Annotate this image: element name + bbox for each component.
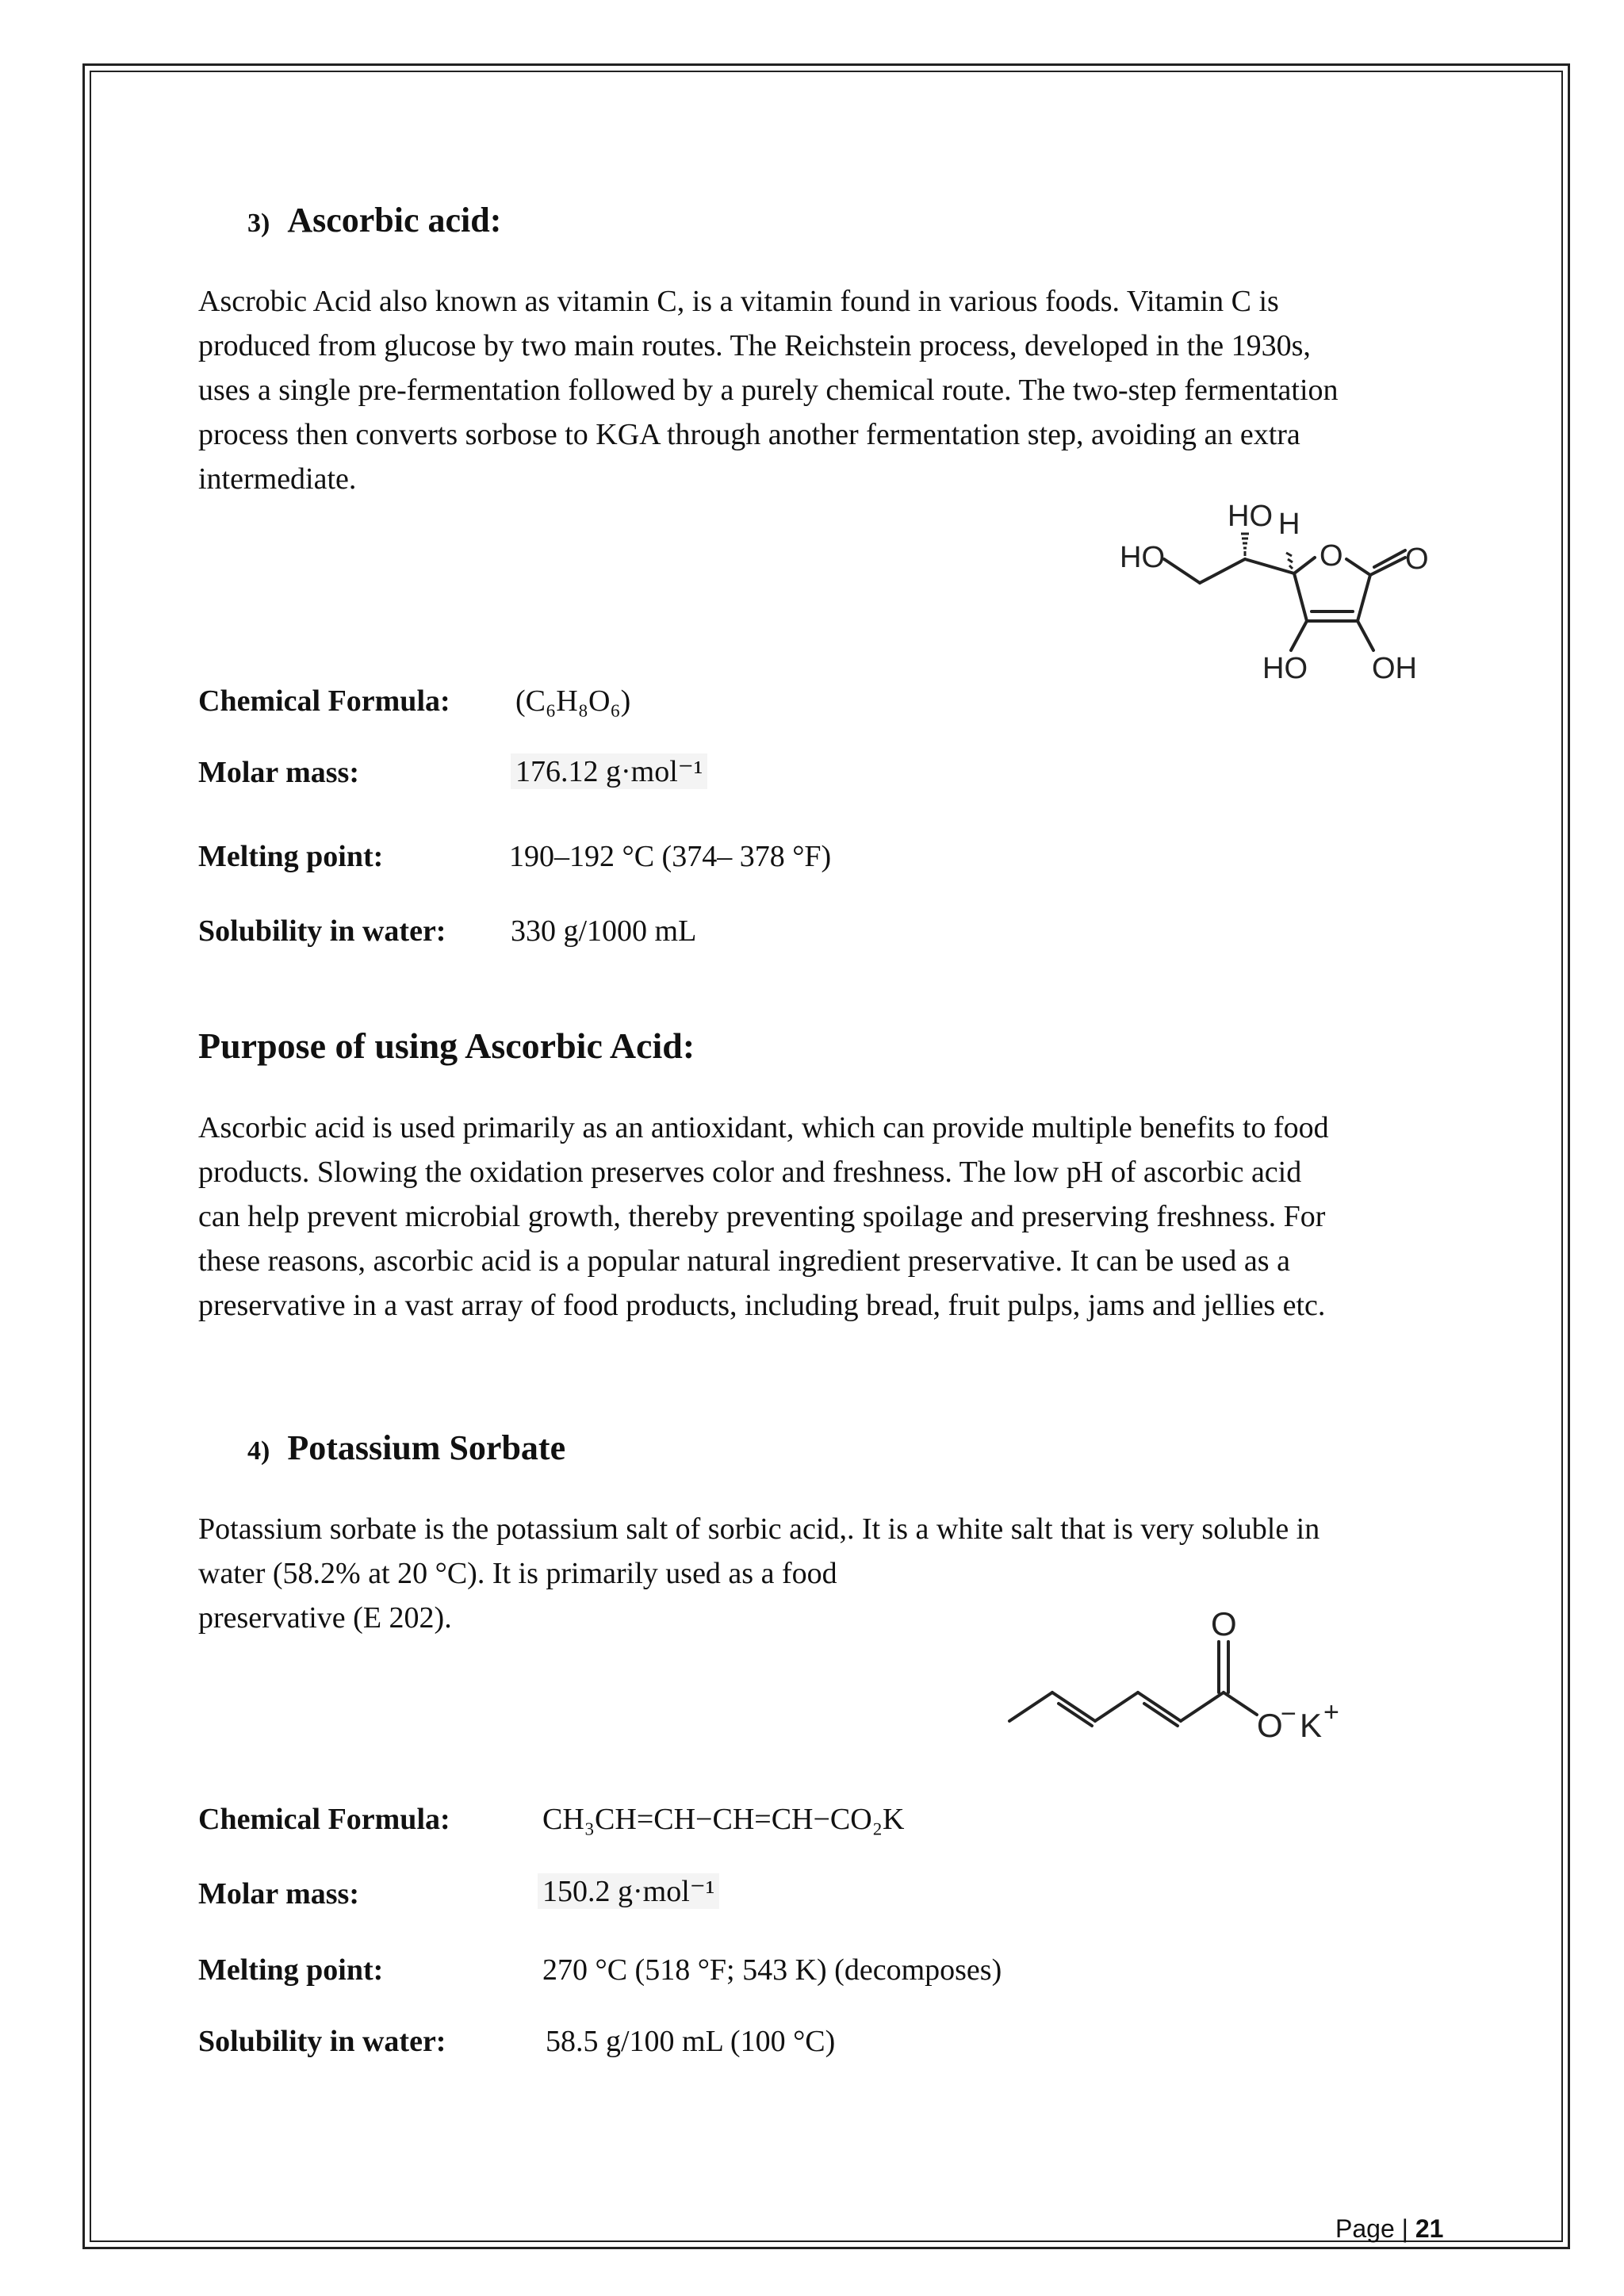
paragraph-line: products. Slowing the oxidation preserves color and freshness. The low pH of ascorbic acid bbox=[198, 1156, 1302, 1189]
section-3-title: Ascorbic acid: bbox=[287, 201, 502, 240]
structure-label-ho: HO bbox=[1228, 500, 1273, 533]
paragraph-line: Ascrobic Acid also known as vitamin C, is a vitamin found in various foods. Vitamin C is bbox=[198, 285, 1279, 318]
solubility-label: Solubility in water: bbox=[198, 2025, 446, 2058]
structure-label-ho: HO bbox=[1120, 541, 1165, 574]
section-3-paragraph bbox=[198, 279, 1446, 501]
solubility-value: 330 g/1000 mL bbox=[511, 914, 697, 948]
structure-label-oh: OH bbox=[1372, 652, 1417, 685]
formula-label: Chemical Formula: bbox=[198, 684, 450, 718]
molar-mass-label: Molar mass: bbox=[198, 1877, 359, 1911]
structure-label-o: O bbox=[1211, 1605, 1237, 1642]
molar-mass-value: 176.12 g·mol⁻¹ bbox=[511, 753, 707, 789]
purpose-heading: Purpose of using Ascorbic Acid: bbox=[198, 1025, 695, 1066]
section-4-title: Potassium Sorbate bbox=[287, 1428, 566, 1467]
paragraph-line: Ascorbic acid is used primarily as an antioxidant, which can provide multiple benefits to food bbox=[198, 1111, 1329, 1144]
paragraph-line: these reasons, ascorbic acid is a popular natural ingredient preservative. It can be used as a bbox=[198, 1244, 1290, 1278]
melting-point-value: 270 °C (518 °F; 543 K) (decomposes) bbox=[542, 1953, 1002, 1987]
structure-label-o: O bbox=[1257, 1707, 1283, 1744]
paragraph-line: intermediate. bbox=[198, 462, 357, 496]
ascorbic-acid-structure bbox=[1110, 480, 1451, 694]
section-3-heading bbox=[247, 200, 501, 240]
structure-label-ho: HO bbox=[1262, 652, 1308, 685]
formula-label: Chemical Formula: bbox=[198, 1803, 450, 1836]
formula-value: CH₃CH=CH−CH=CH−CO₂K bbox=[542, 1803, 905, 1836]
paragraph-line: uses a single pre-fermentation followed by a purely chemical route. The two-step fermentation bbox=[198, 374, 1339, 407]
melting-point-label: Melting point: bbox=[198, 840, 384, 873]
paragraph-line: process then converts sorbose to KGA through another fermentation step, avoiding an extra bbox=[198, 418, 1300, 451]
structure-label-minus: − bbox=[1281, 1699, 1297, 1729]
structure-label-h: H bbox=[1278, 508, 1300, 541]
paragraph-line: can help prevent microbial growth, thereby preventing spoilage and preserving freshness. For bbox=[198, 1200, 1326, 1233]
section-4-heading bbox=[247, 1428, 565, 1468]
structure-label-k: K bbox=[1300, 1707, 1323, 1744]
section-4-number: 4) bbox=[247, 1436, 270, 1466]
paragraph-line: water (58.2% at 20 °C). It is primarily used as a food bbox=[198, 1557, 837, 1590]
solubility-value: 58.5 g/100 mL (100 °C) bbox=[546, 2025, 836, 2058]
formula-value: (C₆H₈O₆) bbox=[515, 684, 631, 718]
page-footer bbox=[1335, 2214, 1443, 2244]
paragraph-line: produced from glucose by two main routes. The Reichstein process, developed in the 1930s, bbox=[198, 329, 1311, 362]
paragraph-line: preservative in a vast array of food products, including bread, fruit pulps, jams and jellies etc. bbox=[198, 1289, 1326, 1322]
structure-label-o: O bbox=[1405, 542, 1429, 576]
solubility-label: Solubility in water: bbox=[198, 914, 446, 948]
page-number: 21 bbox=[1415, 2214, 1444, 2243]
potassium-sorbate-structure bbox=[995, 1594, 1392, 1753]
melting-point-label: Melting point: bbox=[198, 1953, 384, 1987]
structure-label-o: O bbox=[1320, 539, 1343, 573]
melting-point-value: 190–192 °C (374– 378 °F) bbox=[509, 840, 832, 873]
paragraph-line: preservative (E 202). bbox=[198, 1601, 452, 1635]
page-label: Page | bbox=[1335, 2214, 1408, 2243]
structure-label-plus: + bbox=[1323, 1697, 1339, 1727]
molar-mass-label: Molar mass: bbox=[198, 756, 359, 789]
section-3-number: 3) bbox=[247, 209, 270, 238]
molar-mass-value: 150.2 g·mol⁻¹ bbox=[538, 1873, 719, 1909]
paragraph-line: Potassium sorbate is the potassium salt of sorbic acid,. It is a white salt that is very soluble in bbox=[198, 1512, 1320, 1546]
purpose-paragraph bbox=[198, 1106, 1446, 1328]
